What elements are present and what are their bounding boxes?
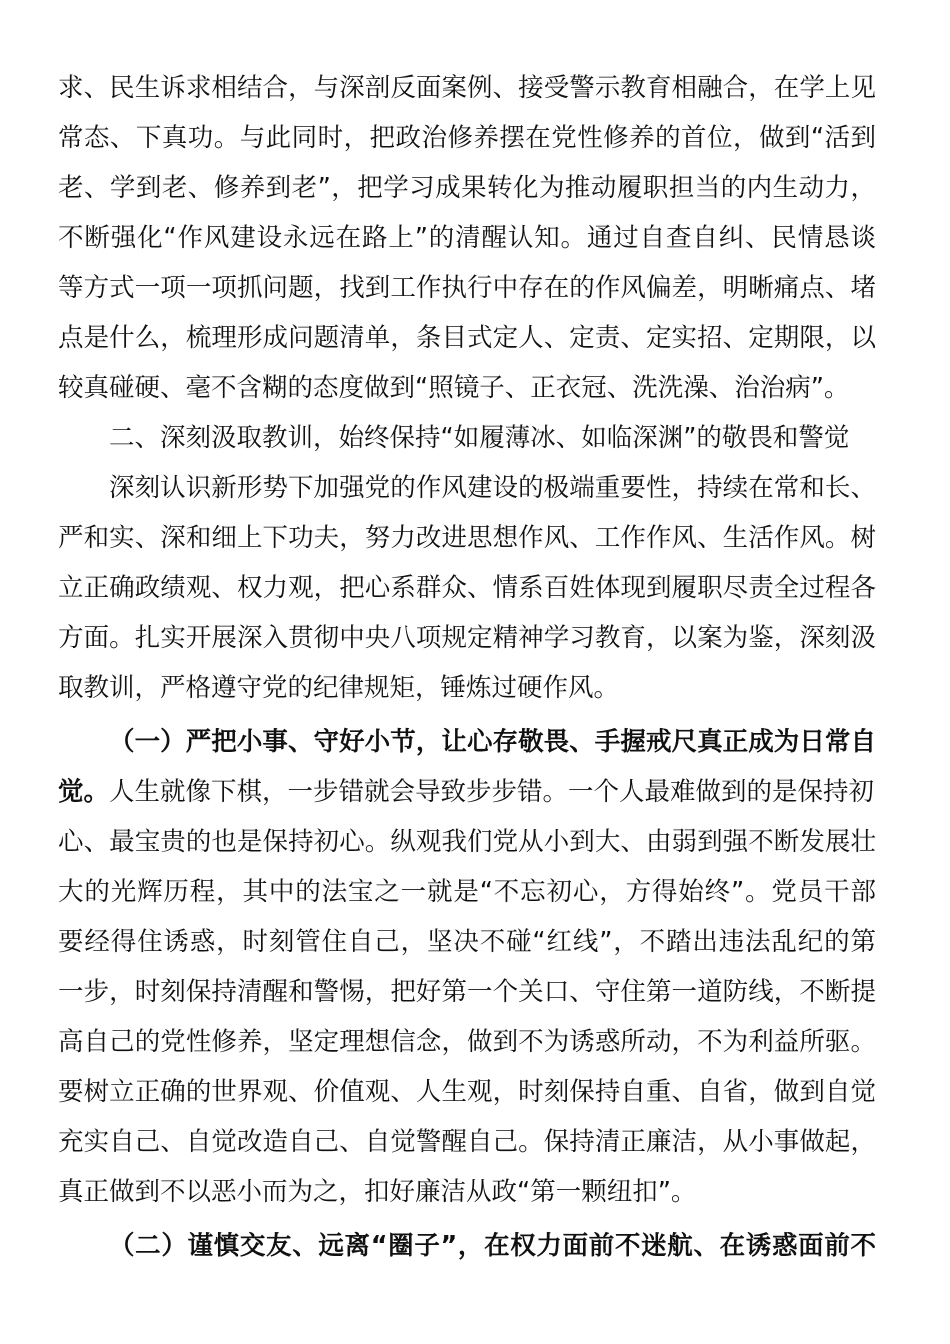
subsection-heading-1-end: 觉。 — [58, 777, 110, 807]
body-line: 高自己的党性修养，坚定理想信念，做到不为诱惑所动，不为利益所驱。 — [58, 1027, 876, 1057]
body-line: 不断强化“作风建设永远在路上”的清醒认知。通过自查自纠、民情恳谈 — [58, 223, 876, 253]
body-line: 要树立正确的世界观、价值观、人生观，时刻保持自重、自省，做到自觉 — [58, 1077, 876, 1107]
body-line: 充实自己、自觉改造自己、自觉警醒自己。保持清正廉洁，从小事做起， — [58, 1127, 876, 1157]
body-line: 心、最宝贵的也是保持初心。纵观我们党从小到大、由弱到强不断发展壮 — [58, 827, 876, 857]
body-line: 立正确政绩观、权力观，把心系群众、情系百姓体现到履职尽责全过程各 — [58, 573, 876, 603]
body-line: 一步，时刻保持清醒和警惕，把好第一个关口、守住第一道防线，不断提 — [58, 977, 876, 1007]
body-line: 点是什么，梳理形成问题清单，条目式定人、定责、定实招、定期限，以 — [58, 323, 876, 353]
body-line: 深刻认识新形势下加强党的作风建设的极端重要性，持续在常和长、 — [109, 473, 876, 503]
document-body — [58, 63, 876, 1271]
body-line: 较真碰硬、毫不含糊的态度做到“照镜子、正衣冠、洗洗澡、治治病”。 — [58, 373, 850, 403]
body-line: 要经得住诱惑，时刻管住自己，坚决不碰“红线”，不踏出违法乱纪的第 — [58, 927, 876, 957]
subsection-heading-2: （二）谨慎交友、远离“圈子”，在权力面前不迷航、在诱惑面前不 — [109, 1231, 876, 1261]
body-line-start: 人生就像下棋，一步错就会导致步步错。一个人最难做到的是保持初 — [109, 777, 875, 807]
body-line: 严和实、深和细上下功夫，努力改进思想作风、工作作风、生活作风。树 — [58, 523, 876, 553]
body-line: 真正做到不以恶小而为之，扣好廉洁从政“第一颗纽扣”。 — [58, 1177, 697, 1207]
subsection-heading-1: （一）严把小事、守好小节，让心存敬畏、手握戒尺真正成为日常自 — [109, 727, 876, 757]
section-heading: 二、深刻汲取教训，始终保持“如履薄冰、如临深渊”的敬畏和警觉 — [109, 423, 850, 453]
body-line: 大的光辉历程，其中的法宝之一就是“不忘初心，方得始终”。党员干部 — [58, 877, 876, 907]
body-line: 等方式一项一项抓问题，找到工作执行中存在的作风偏差，明晰痛点、堵 — [58, 273, 876, 303]
body-line-mixed — [58, 767, 876, 817]
body-line: 常态、下真功。与此同时，把政治修养摆在党性修养的首位，做到“活到 — [58, 123, 876, 153]
body-line: 求、民生诉求相结合，与深剖反面案例、接受警示教育相融合，在学上见 — [58, 73, 876, 103]
body-line: 取教训，严格遵守党的纪律规矩，锤炼过硬作风。 — [58, 673, 620, 703]
body-line: 老、学到老、修养到老”，把学习成果转化为推动履职担当的内生动力， — [58, 173, 876, 203]
body-line: 方面。扎实开展深入贯彻中央八项规定精神学习教育，以案为鉴，深刻汲 — [58, 623, 876, 653]
